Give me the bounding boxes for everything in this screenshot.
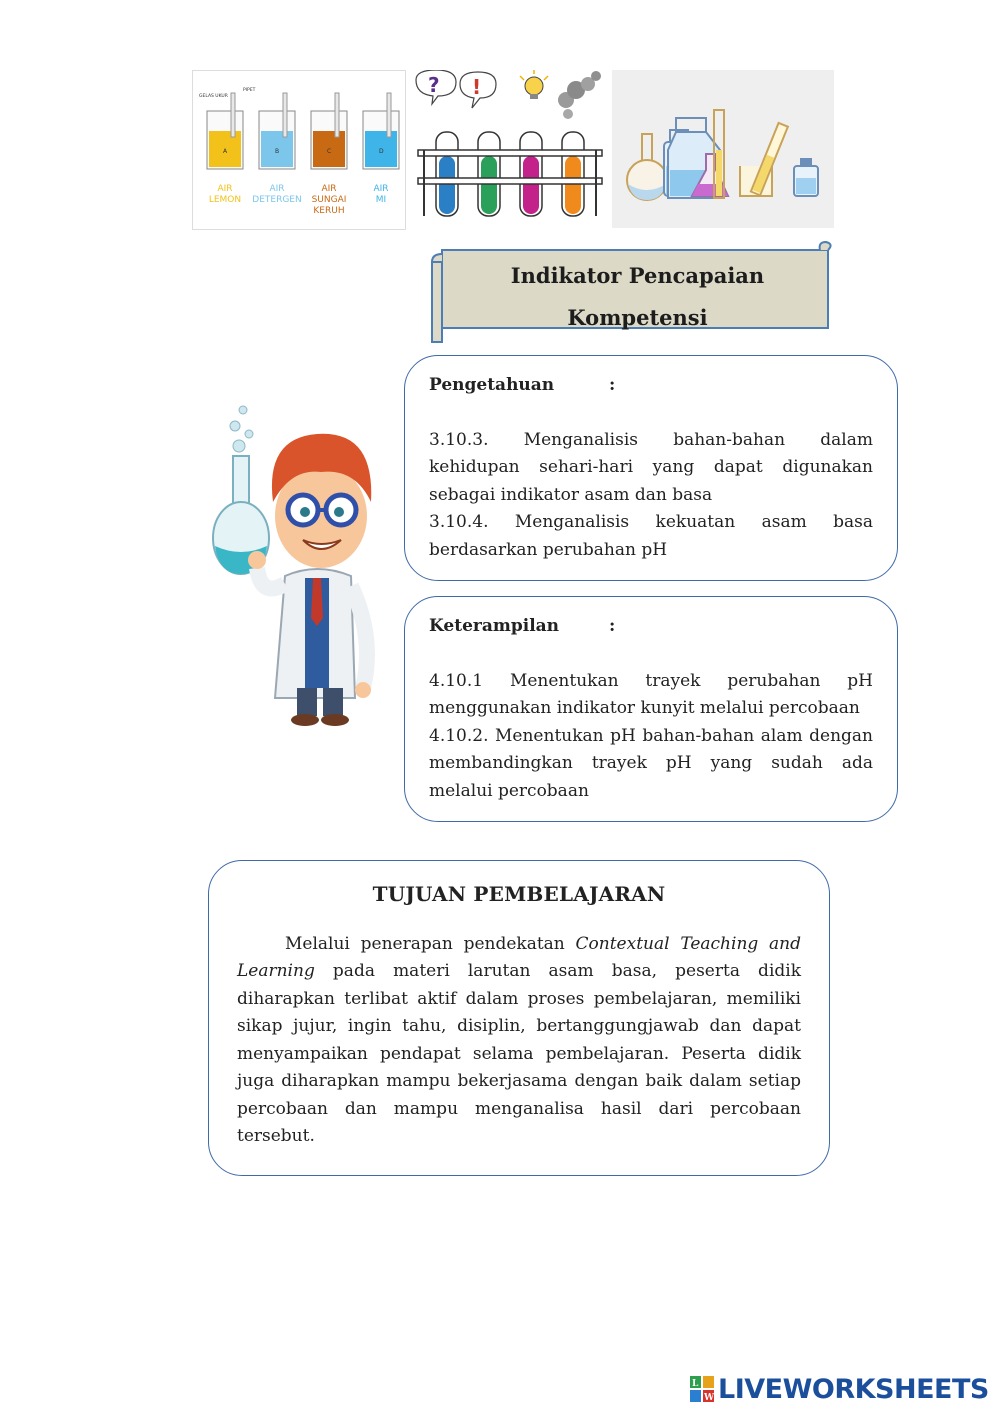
rack-top [418, 150, 602, 156]
beaker-label: AIR [269, 184, 285, 194]
skills-colon: : [609, 616, 616, 636]
test-tubes-illustration [406, 70, 610, 228]
goals-text-before: Melalui penerapan pendekatan [285, 933, 576, 954]
rack-middle [418, 178, 602, 184]
test-tube-liquid [523, 156, 539, 214]
skills-item: 4.10.1 Menentukan trayek perubahan pH menggunakan indikator kunyit melalui percobaan [429, 670, 873, 718]
bubbles-icon [230, 406, 253, 452]
knowledge-box [404, 355, 898, 581]
beaker-letter: B [275, 148, 280, 155]
beaker-label: AIR [321, 184, 337, 194]
skills-item: 4.10.2. Menentukan pH bahan-bahan alam dengan membandingkan trayek pH yang sudah ada melalui percobaan [429, 725, 873, 801]
beakers-illustration [192, 70, 406, 230]
lightbulb-icon [520, 70, 548, 99]
goals-text-after: pada materi larutan asam basa, peserta didik diharapkan terlibat aktif dalam proses pembelajaran, memiliki sikap jujur, ingin tahu, disiplin, bertanggungjawab dan dapat menyampaikan pendapat selama pembelajaran. Peserta didik juga diharapkan mampu bekerjasama dengan baik dalam setiap percobaan dan mampu menganalisa hasil dari percobaan tersebut. [237, 961, 801, 1146]
pipette-icon [231, 93, 235, 137]
knowledge-item: 3.10.4. Menganalisis kekuatan asam basa berdasarkan perubahan pH [429, 512, 873, 560]
liveworksheets-logo [690, 1372, 989, 1406]
banner-title [445, 255, 830, 339]
beaker-label: AIR [217, 184, 233, 194]
banner-title-line-1: Indikator Pencapaian [510, 263, 765, 288]
test-tube-liquid [481, 156, 497, 214]
beaker-letter: A [223, 148, 228, 155]
round-flask-icon [627, 134, 667, 200]
lab-glassware-illustration [612, 70, 834, 228]
brand-name: LIVEWORKSHEETS [718, 1373, 989, 1405]
learning-goals-title: TUJUAN PEMBELAJARAN [372, 882, 666, 906]
exclamation-mark-icon: ! [472, 75, 482, 99]
scientist-character [205, 398, 395, 738]
vial-icon [794, 158, 818, 196]
beaker-label: AIR [373, 184, 389, 194]
goals-text-italic: Contextual Teaching and Learning [237, 933, 801, 981]
skills-heading-row [429, 613, 873, 641]
beaker-label: LEMON [208, 195, 242, 205]
logo-letter-1: L [692, 1379, 699, 1389]
learning-goals-text [237, 931, 801, 1151]
knowledge-heading: Pengetahuan [429, 375, 555, 395]
pipette-icon [387, 93, 391, 137]
pipette-icon [335, 93, 339, 137]
test-tube-liquid [439, 156, 455, 214]
beaker-label: SUNGAI [311, 195, 347, 205]
test-tube-liquid [565, 156, 581, 214]
tie [311, 578, 323, 626]
smoke-icon [558, 71, 601, 119]
beaker-small-label-1: GELAS UKUR [199, 94, 228, 99]
beaker-letter: D [379, 148, 384, 155]
learning-goals-box [208, 860, 830, 1176]
beaker-small-label-2: PIPET [243, 88, 256, 93]
skills-box [404, 596, 898, 822]
skills-heading: Keterampilan [429, 616, 560, 636]
banner-title-line-2: Kompetensi [567, 305, 708, 330]
question-mark-icon: ? [428, 73, 440, 97]
knowledge-item: 3.10.3. Menganalisis bahan-bahan dalam kehidupan sehari-hari yang dapat digunakan sebagai indikator asam dan basa [429, 429, 873, 505]
knowledge-heading-row [429, 372, 873, 400]
knowledge-colon: : [609, 375, 616, 395]
logo-letter-2: W [704, 1393, 714, 1402]
beaker-label: DETERGEN [252, 195, 302, 205]
pipette-icon [283, 93, 287, 137]
logo-mark-icon [690, 1376, 714, 1402]
beaker-letter: C [327, 148, 332, 155]
beaker-label: MI [375, 195, 387, 205]
beaker-label: KERUH [313, 206, 345, 216]
